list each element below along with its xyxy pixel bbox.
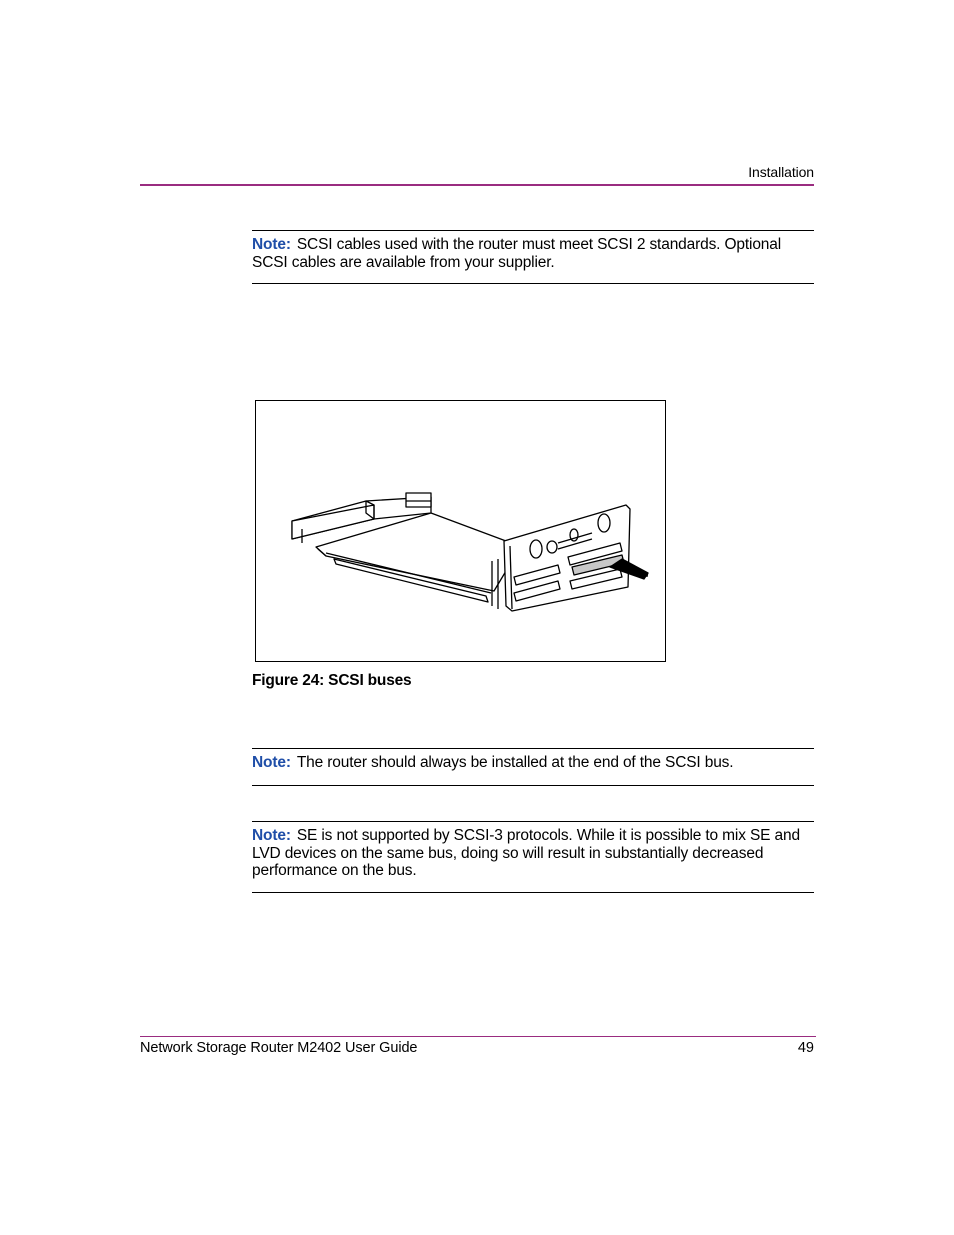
scsi-router-card-illustration (256, 401, 665, 661)
note-text: SCSI cables used with the router must meet SCSI 2 standards. Optional SCSI cables are available from your supplier. (252, 236, 782, 271)
note-box-3 (252, 821, 814, 893)
note-paragraph (252, 231, 814, 271)
note-text: The router should always be installed at the end of the SCSI bus. (296, 754, 734, 771)
footer-page-number: 49 (797, 1040, 814, 1056)
note-box-2 (252, 748, 814, 786)
figure-caption: Figure 24: SCSI buses (252, 672, 412, 689)
note-label: Note: (252, 236, 291, 253)
figure-frame (255, 400, 666, 662)
footer-rule (140, 1036, 816, 1037)
note-label: Note: (252, 754, 291, 771)
header-rule (140, 184, 814, 186)
note-text: SE is not supported by SCSI-3 protocols. While it is possible to mix SE and LVD devices on the same bus, doing so will result in substantially decreased performance on the bus. (252, 827, 800, 879)
note-paragraph (252, 822, 814, 880)
footer-document-title: Network Storage Router M2402 User Guide (140, 1040, 418, 1056)
note-paragraph (252, 749, 814, 772)
note-box-1 (252, 230, 814, 284)
note-label: Note: (252, 827, 291, 844)
header-section-title: Installation (748, 164, 814, 180)
